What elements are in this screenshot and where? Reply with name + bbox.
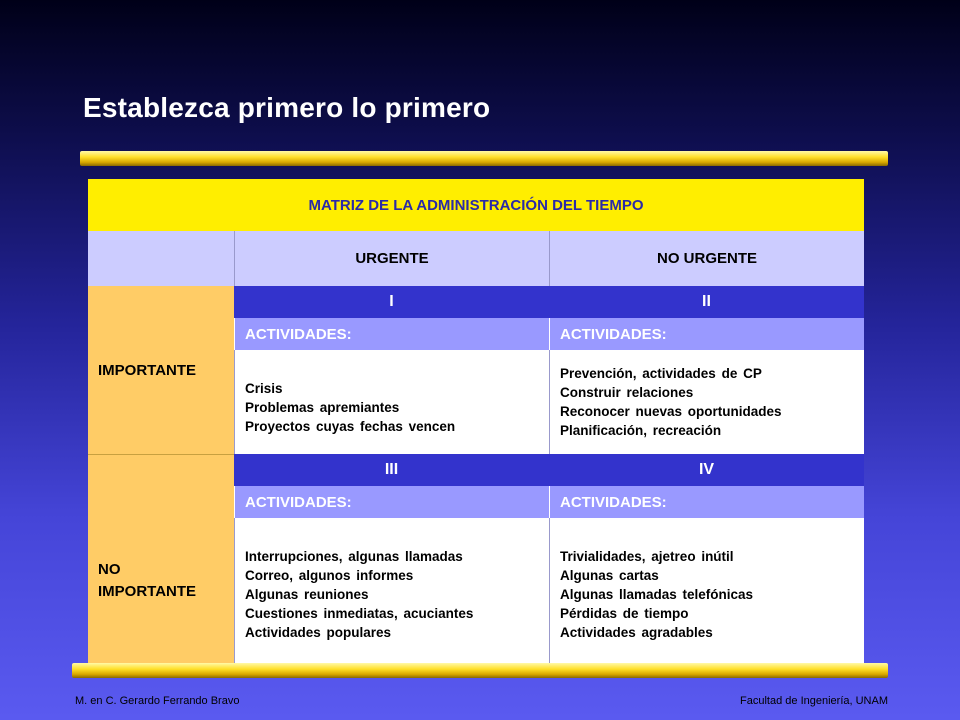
quadrant-i-numeral: I xyxy=(234,286,549,318)
quadrant-ii-activities xyxy=(549,350,864,454)
quadrant-i-activities xyxy=(234,350,549,454)
column-header-urgent: URGENTE xyxy=(234,231,549,286)
list-item: Interrupciones, algunas llamadas xyxy=(245,549,463,564)
list-item: Problemas apremiantes xyxy=(245,399,400,415)
list-item: Planificación, recreación xyxy=(560,423,722,438)
quadrant-ii-numeral: II xyxy=(549,286,864,318)
list-item: Algunas reuniones xyxy=(245,587,369,602)
list-item: Pérdidas de tiempo xyxy=(560,606,689,621)
slide-title: Establezca primero lo primero xyxy=(83,92,491,123)
row-label-important xyxy=(88,286,234,454)
quadrant-iv-activities xyxy=(549,518,864,663)
top-divider-bar xyxy=(80,151,888,166)
list-item: Trivialidades, ajetreo inútil xyxy=(560,549,734,564)
list-item: Correo, algunos informes xyxy=(245,568,414,583)
list-item: Reconocer nuevas oportunidades xyxy=(560,404,782,419)
row-label-not-important xyxy=(88,454,234,663)
list-item: Algunas cartas xyxy=(560,568,659,583)
quadrant-iii-numeral: III xyxy=(234,454,549,486)
quadrant-iv-numeral: IV xyxy=(549,454,864,486)
row-label-important-text: IMPORTANTE xyxy=(98,361,197,379)
footer-author: M. en C. Gerardo Ferrando Bravo xyxy=(75,695,240,707)
list-item: Construir relaciones xyxy=(560,385,694,400)
matrix-corner-cell xyxy=(88,231,234,286)
quadrant-i-activities-label: ACTIVIDADES: xyxy=(234,318,549,350)
quadrant-iii-activities-label: ACTIVIDADES: xyxy=(234,486,549,518)
list-item: Crisis xyxy=(245,380,283,396)
quadrant-ii-activities-label: ACTIVIDADES: xyxy=(549,318,864,350)
quadrant-iii-activities xyxy=(234,518,549,663)
list-item: Cuestiones inmediatas, acuciantes xyxy=(245,606,474,621)
column-header-not-urgent: NO URGENTE xyxy=(549,231,864,286)
list-item: Actividades populares xyxy=(245,625,392,640)
row-label-not-important-text: NO IMPORTANTE xyxy=(98,561,197,600)
list-item: Algunas llamadas telefónicas xyxy=(560,587,754,602)
list-item: Prevención, actividades de CP xyxy=(560,366,762,381)
footer-institution: Facultad de Ingeniería, UNAM xyxy=(740,695,888,707)
list-item: Actividades agradables xyxy=(560,625,713,640)
bottom-divider-bar xyxy=(72,663,888,678)
quadrant-iv-activities-label: ACTIVIDADES: xyxy=(549,486,864,518)
matrix-heading: MATRIZ DE LA ADMINISTRACIÓN DEL TIEMPO xyxy=(88,179,864,231)
list-item: Proyectos cuyas fechas vencen xyxy=(245,418,456,434)
